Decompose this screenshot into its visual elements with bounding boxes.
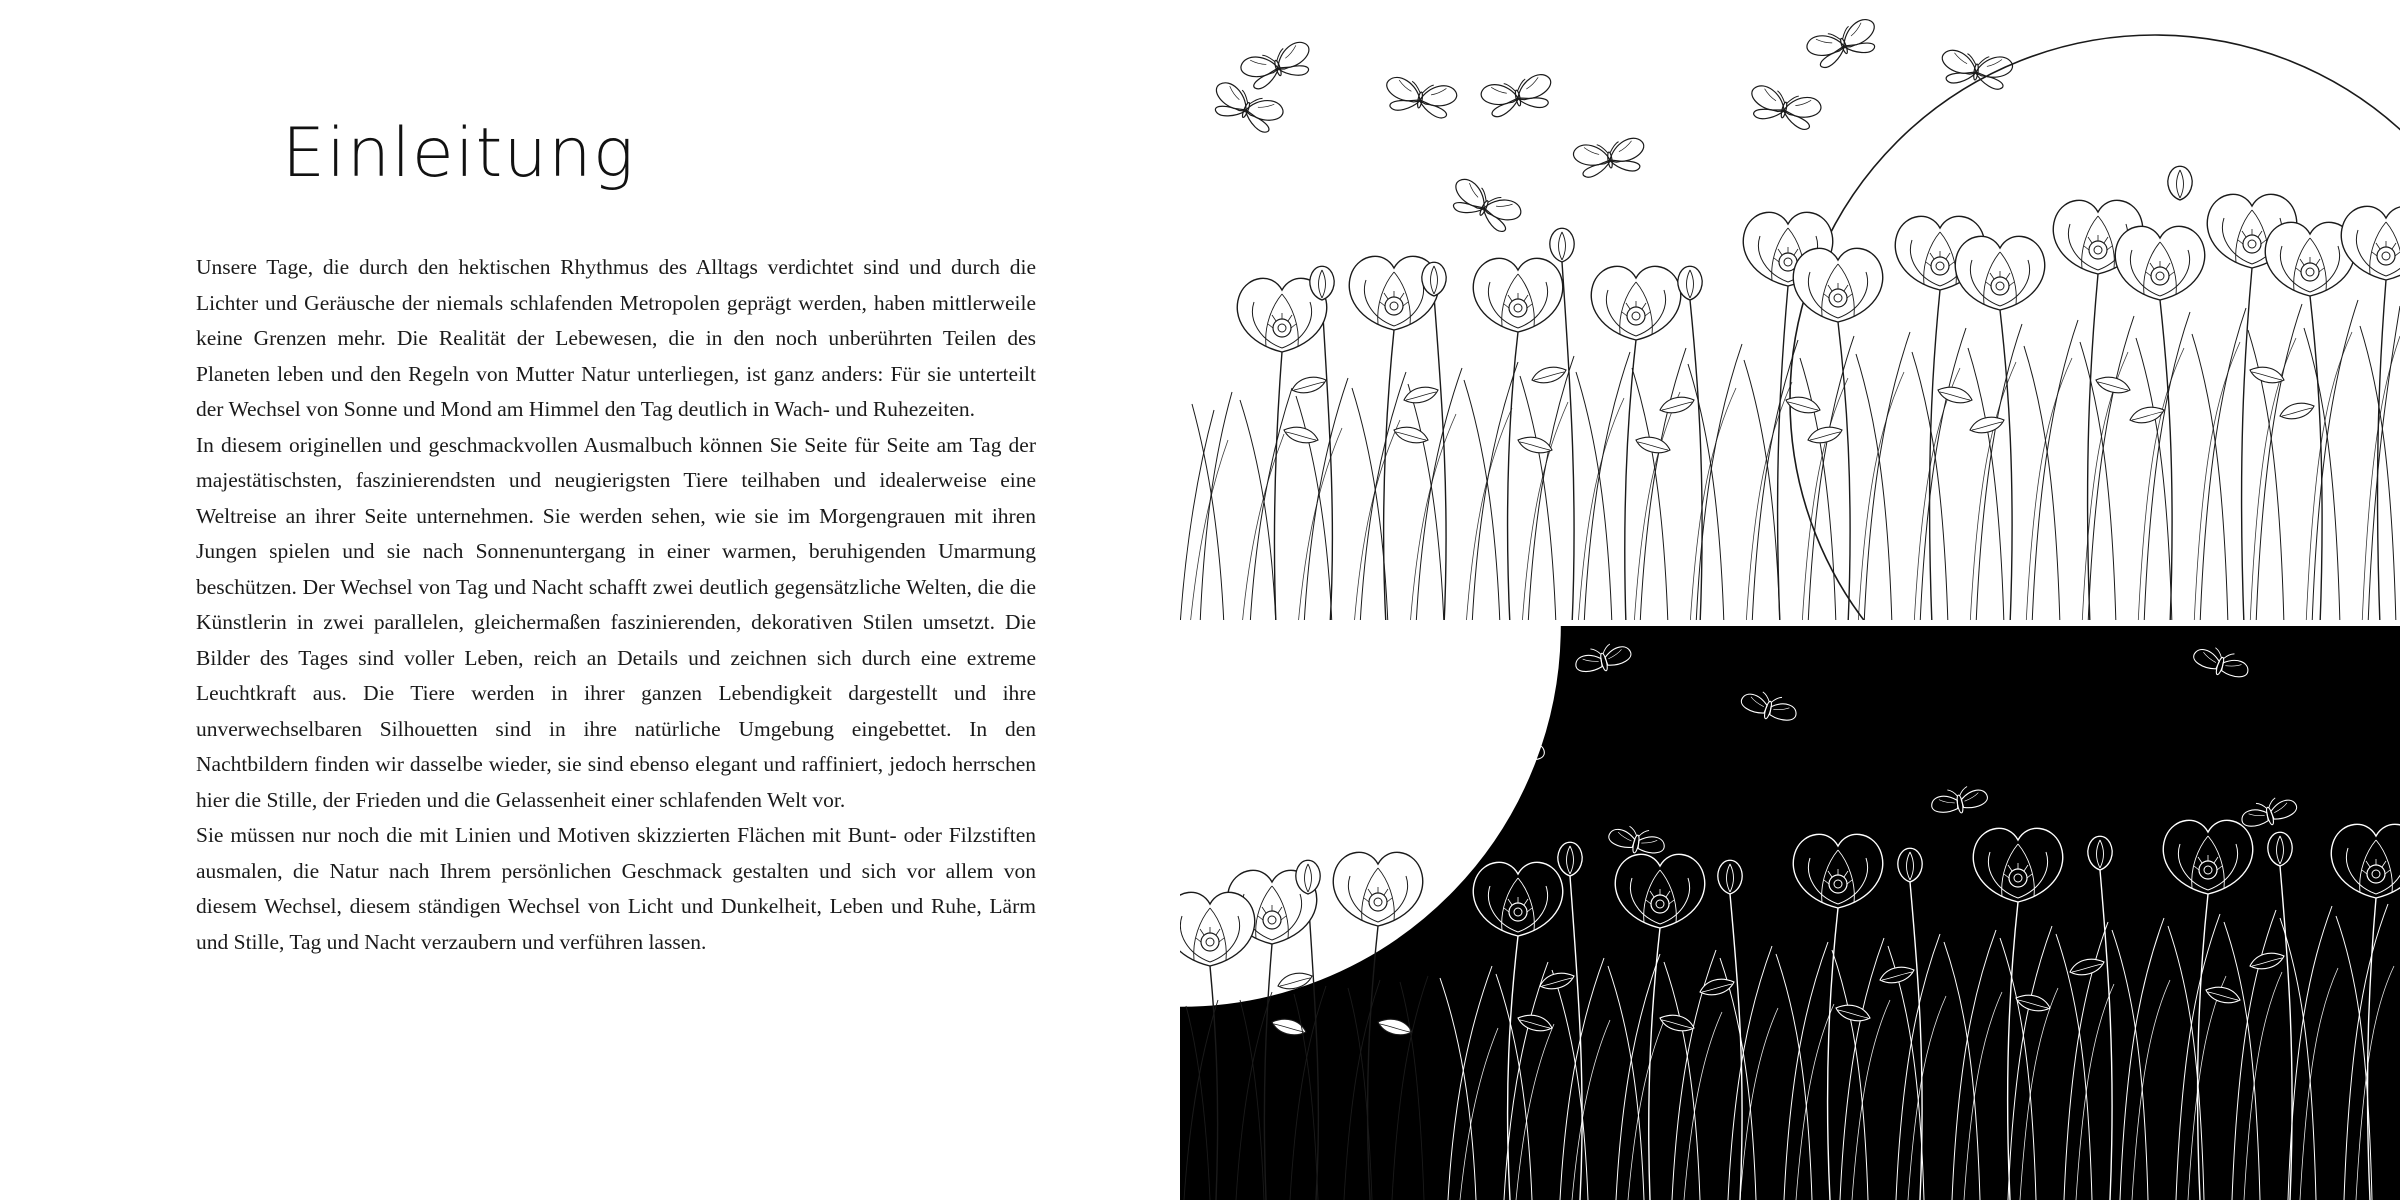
night-meadow-svg — [1180, 626, 2400, 1200]
paragraph-1: Unsere Tage, die durch den hektischen Rhythmus des Alltags verdichtet sind und durch die Lichter und Geräusche der niemals schlafenden Metropolen geprägt werden, haben mittlerweile keine Grenzen mehr. Die Realität der Lebewesen, die in den noch unberührten Teilen des Planeten leben und den Regeln von Mutter Natur unterliegen, ist ganz anders: Für sie unterteilt der Wechsel von Sonne und Mond am Himmel den Tag deutlich in Wach- und Ruhezeiten. — [196, 255, 1036, 421]
day-meadow-svg — [1180, 0, 2400, 626]
illustration-panel — [1180, 0, 2400, 1200]
day-meadow-illustration — [1180, 0, 2400, 626]
paragraph-3: Sie müssen nur noch die mit Linien und Motiven skizzierten Flächen mit Bunt- oder Filzstiften ausmalen, die Natur nach Ihrem persönlichen Geschmack gestalten und sich vor allem von diesem Wechsel, diesem ständigen Wechsel von Licht und Dunkelheit, Leben und Ruhe, Lärm und Stille, Tag und Nacht verzaubern und verführen lassen. — [196, 823, 1036, 954]
night-meadow-illustration — [1180, 626, 2400, 1200]
body-text — [196, 250, 1036, 960]
paragraph-2: In diesem originellen und geschmackvollen Ausmalbuch können Sie Seite für Seite am Tag der majestätischsten, faszinierendsten und neugierigsten Tiere teilhaben und idealerweise eine Weltreise an ihrer Seite unternehmen. Sie werden sehen, wie sie im Morgengrauen mit ihren Jungen spielen und sie nach Sonnenuntergang in einer warmen, beruhigenden Umarmung beschützen. Der Wechsel von Tag und Nacht schafft zwei deutlich gegensätzliche Welten, die die Künstlerin in zwei parallelen, gleichermaßen faszinierenden, dekorativen Stilen umsetzt. Die Bilder des Tages sind voller Leben, reich an Details und zeichnen sich durch eine extreme Leuchtkraft aus. Die Tiere werden in ihrer ganzen Lebendigkeit dargestellt und ihre unverwechselbaren Silhouetten sind in ihre natürliche Umgebung eingebettet. In den Nachtbildern finden wir dasselbe wieder, sie sind ebenso elegant und raffiniert, jedoch herrschen hier die Stille, der Frieden und die Gelassenheit einer schlafenden Welt vor. — [196, 432, 1036, 812]
page-title: Einleitung — [282, 114, 636, 193]
text-column — [196, 114, 1036, 960]
